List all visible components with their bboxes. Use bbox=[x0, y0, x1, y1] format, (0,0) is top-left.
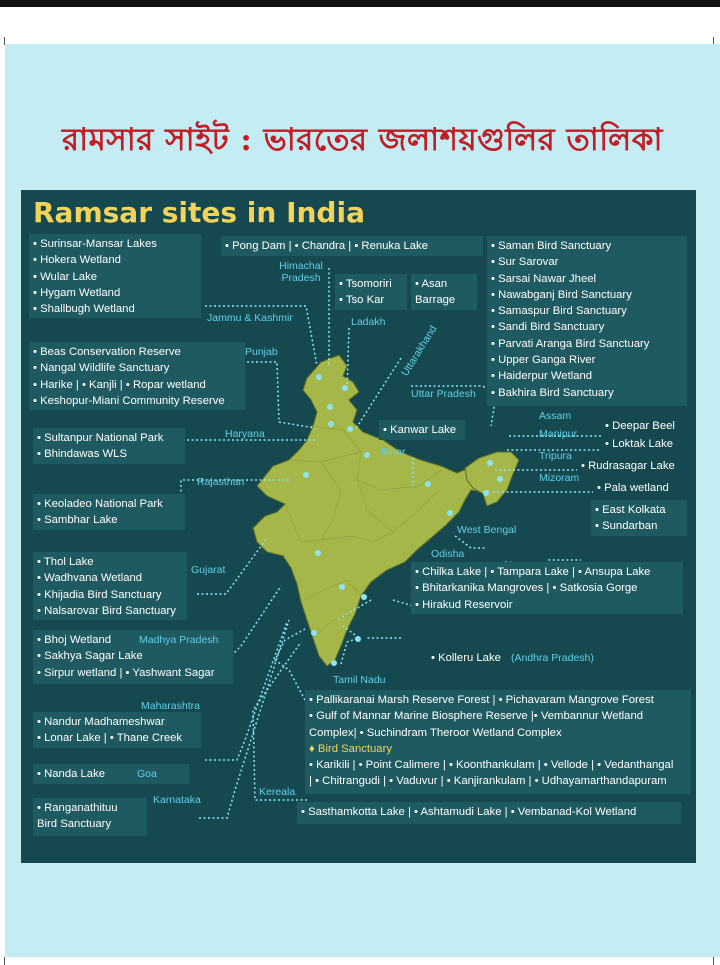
site-marker bbox=[327, 404, 333, 410]
region-label-uttarakhand: Uttarakhand bbox=[399, 323, 440, 379]
site-item: • Nawabganj Bird Sanctuary bbox=[491, 288, 632, 301]
site-item: • Sasthamkotta Lake | • Ashtamudi Lake | • Vembanad-Kol Wetland bbox=[301, 806, 637, 818]
region-label-gujarat: Gujarat bbox=[191, 564, 226, 576]
site-item: • Sambhar Lake bbox=[37, 514, 118, 527]
site-item: • Pala wetland bbox=[597, 482, 669, 494]
site-item: • Sandi Bird Sanctuary bbox=[491, 321, 605, 334]
site-marker bbox=[315, 550, 321, 556]
site-marker bbox=[339, 584, 345, 590]
up-sites-box bbox=[487, 236, 687, 406]
site-item: • Asan bbox=[415, 278, 448, 290]
region-label-kerala: Kereala bbox=[259, 786, 296, 798]
site-item: • Kanwar Lake bbox=[383, 424, 457, 436]
site-marker bbox=[497, 476, 503, 482]
region-label-ap: (Andhra Pradesh) bbox=[511, 652, 594, 664]
punjab-sites-box bbox=[29, 342, 245, 410]
site-marker bbox=[447, 510, 453, 516]
site-item: • Sur Sarovar bbox=[491, 256, 559, 269]
site-item: Bird Sanctuary bbox=[37, 818, 112, 831]
site-item: Barrage bbox=[415, 294, 456, 307]
site-marker bbox=[361, 594, 367, 600]
site-item: • Nalsarovar Bird Sanctuary bbox=[37, 604, 176, 617]
tn-sites-box bbox=[305, 690, 691, 794]
uk-sites-box bbox=[411, 274, 477, 310]
site-item: • Bhoj Wetland bbox=[37, 634, 112, 646]
hp-sites-box bbox=[221, 236, 483, 256]
region-label-assam: Assam bbox=[539, 410, 572, 422]
site-item: • Saman Bird Sanctuary bbox=[491, 240, 612, 252]
site-item: • Shallbugh Wetland bbox=[33, 303, 135, 316]
site-item: • Gulf of Mannar Marine Biosphere Reserve |• Vembannur Wetland bbox=[309, 710, 644, 723]
site-item: • Chilka Lake | • Tampara Lake | • Ansupa Lake bbox=[415, 566, 651, 578]
site-item: • Sakhya Sagar Lake bbox=[37, 650, 143, 663]
site-marker bbox=[342, 385, 348, 391]
region-label-tn: Tamil Nadu bbox=[333, 674, 386, 686]
jk-sites-box bbox=[29, 234, 201, 318]
region-label-mp: Madhya Pradesh bbox=[139, 634, 219, 646]
region-label-tripura: Tripura bbox=[539, 450, 572, 462]
site-item: • Tsomoriri bbox=[339, 278, 392, 290]
region-label-karnataka: Karnataka bbox=[153, 794, 201, 806]
site-item: • Pallikaranai Marsh Reserve Forest | • Pichavaram Mangrove Forest bbox=[309, 694, 654, 706]
maharashtra-sites-box bbox=[33, 712, 201, 748]
site-item: • East Kolkata bbox=[595, 504, 666, 516]
site-item: • Harike | • Kanjli | • Ropar wetland bbox=[33, 378, 206, 391]
map-heading: Ramsar sites in India bbox=[33, 196, 365, 229]
site-item: • Thol Lake bbox=[37, 556, 94, 568]
site-item: • Keoladeo National Park bbox=[37, 498, 163, 510]
site-item: • Bakhira Bird Sanctuary bbox=[491, 386, 614, 399]
region-label-wb: West Bengal bbox=[457, 524, 517, 536]
gujarat-sites-box bbox=[33, 552, 187, 620]
site-item: • Nanda Lake bbox=[37, 768, 106, 780]
rajasthan-sites-box bbox=[33, 494, 185, 530]
site-marker bbox=[328, 421, 334, 427]
site-marker bbox=[425, 481, 431, 487]
bihar-sites-box bbox=[379, 420, 465, 440]
site-item: • Kolleru Lake bbox=[431, 652, 501, 664]
site-marker bbox=[487, 460, 493, 466]
odisha-sites-box bbox=[411, 562, 683, 614]
site-marker bbox=[364, 452, 370, 458]
site-item: • Wadhvana Wetland bbox=[37, 572, 143, 585]
site-item: • Sultanpur National Park bbox=[37, 432, 164, 444]
site-marker bbox=[331, 660, 337, 666]
map-panel bbox=[21, 190, 696, 863]
site-item: • Hirakud Reservoir bbox=[415, 598, 513, 611]
site-item: Complex| • Suchindram Theroor Wetland Complex bbox=[309, 726, 562, 739]
site-item: • Deepar Beel bbox=[605, 420, 675, 432]
site-item: • Ranganathituu bbox=[37, 802, 118, 814]
manipur-sites-box bbox=[601, 434, 683, 454]
region-label-bihar: Bihar bbox=[381, 446, 406, 458]
site-item: • Khijadia Bird Sanctuary bbox=[37, 588, 162, 601]
site-item: • Bhindawas WLS bbox=[37, 448, 127, 461]
site-item: • Sundarban bbox=[595, 520, 658, 533]
site-marker bbox=[316, 374, 322, 380]
site-item: • Pong Dam | • Chandra | • Renuka Lake bbox=[225, 240, 428, 252]
site-item: • Lonar Lake | • Thane Creek bbox=[37, 732, 183, 745]
goa-sites-box bbox=[33, 764, 189, 784]
region-label-himachal: Himachal Pradesh bbox=[279, 260, 323, 284]
ladakh-sites-box bbox=[335, 274, 407, 310]
site-marker bbox=[483, 490, 489, 496]
region-label-up: Uttar Pradesh bbox=[411, 388, 476, 400]
poster-sheet bbox=[5, 44, 720, 957]
site-item: | • Chitrangudi | • Vaduvur | • Kanjirankulam | • Udhayamarthandapuram bbox=[309, 775, 667, 788]
site-item: • Hokera Wetland bbox=[33, 254, 121, 267]
mizoram-sites-box bbox=[593, 478, 683, 498]
bird-sanctuary-heading: ♦ Bird Sanctuary bbox=[309, 742, 392, 755]
site-item: • Upper Ganga River bbox=[491, 354, 596, 367]
site-item: • Sarsai Nawar Jheel bbox=[491, 272, 597, 285]
site-item: • Loktak Lake bbox=[605, 438, 674, 450]
site-item: • Haiderpur Wetland bbox=[491, 370, 593, 383]
wb-sites-box bbox=[591, 500, 687, 536]
site-item: • Karikili | • Point Calimere | • Koonthankulam | • Vellode | • Vedanthangal bbox=[309, 759, 674, 772]
region-label-mizoram: Mizoram bbox=[539, 472, 580, 484]
region-label-jk: Jammu & Kashmir bbox=[207, 312, 293, 324]
site-item: • Wular Lake bbox=[33, 270, 98, 283]
region-label-maharashtra: Maharashtra bbox=[141, 700, 200, 712]
site-item: • Beas Conservation Reserve bbox=[33, 346, 181, 358]
region-label-rajasthan: Rajasthan bbox=[197, 476, 245, 488]
region-label-manipur: Manipur bbox=[539, 428, 577, 440]
site-item: • Nangal Wildlife Sanctuary bbox=[33, 362, 170, 375]
tripura-sites-box bbox=[577, 456, 687, 476]
site-item: • Parvati Aranga Bird Sanctuary bbox=[491, 337, 650, 350]
region-label-haryana: Haryana bbox=[225, 428, 265, 440]
site-item: • Keshopur-Miani Community Reserve bbox=[33, 394, 225, 407]
region-label-ladakh: Ladakh bbox=[351, 316, 386, 328]
top-border bbox=[0, 0, 720, 7]
site-marker bbox=[311, 630, 317, 636]
site-item: • Samaspur Bird Sanctuary bbox=[491, 305, 627, 318]
haryana-sites-box bbox=[33, 428, 185, 464]
site-marker bbox=[355, 636, 361, 642]
site-item: • Bhitarkanika Mangroves | • Satkosia Gorge bbox=[415, 582, 638, 595]
site-marker bbox=[303, 472, 309, 478]
site-item: • Tso Kar bbox=[339, 294, 385, 307]
assam-sites-box bbox=[601, 416, 683, 436]
region-label-goa: Goa bbox=[137, 768, 157, 780]
region-label-odisha: Odisha bbox=[431, 548, 465, 560]
region-label-punjab: Punjab bbox=[245, 346, 278, 358]
site-item: • Rudrasagar Lake bbox=[581, 460, 675, 472]
site-item: • Surinsar-Mansar Lakes bbox=[33, 238, 157, 250]
site-item: • Hygam Wetland bbox=[33, 286, 121, 299]
kerala-sites-box bbox=[297, 802, 681, 824]
karnataka-sites-box bbox=[33, 798, 147, 836]
page-title: রামসার সাইট : ভারতের জলাশয়গুলির তালিকা bbox=[62, 122, 663, 158]
site-item: • Nandur Madhameshwar bbox=[37, 716, 165, 728]
site-item: • Sirpur wetland | • Yashwant Sagar bbox=[37, 666, 215, 679]
site-marker bbox=[347, 426, 353, 432]
